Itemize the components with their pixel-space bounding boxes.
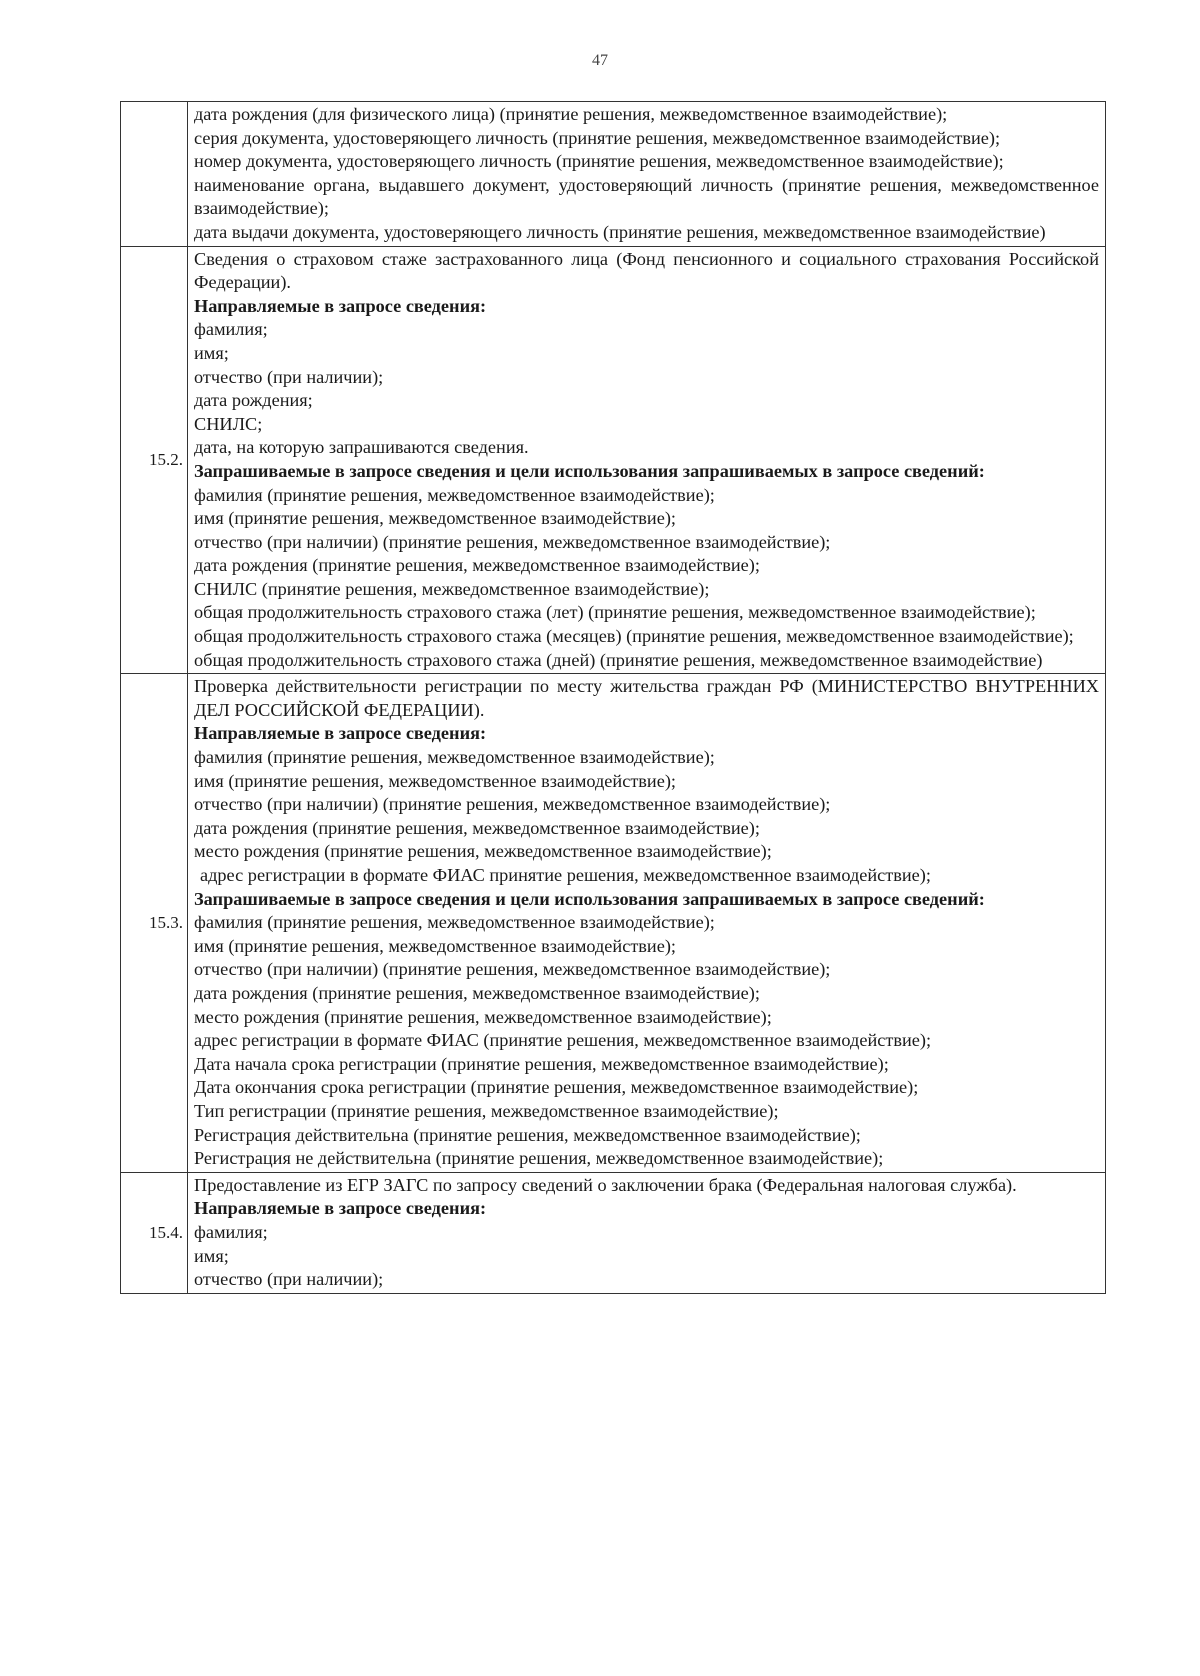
content-line: фамилия (принятие решения, межведомственное взаимодействие); [194, 747, 715, 768]
row-content [188, 102, 1106, 247]
row-content [188, 674, 1106, 1172]
content-line: отчество (при наличии) (принятие решения, межведомственное взаимодействие); [194, 959, 831, 980]
content-line: Предоставление из ЕГР ЗАГС по запросу сведений о заключении брака (Федеральная налоговая служба). [194, 1174, 1017, 1195]
content-line: дата рождения; [194, 390, 313, 411]
content-line: отчество (при наличии); [194, 366, 384, 387]
table-row [121, 102, 1106, 247]
content-line: СНИЛС (принятие решения, межведомственное взаимодействие); [194, 578, 710, 599]
table-row [121, 246, 1106, 674]
table-row [121, 1172, 1106, 1293]
row-content [188, 1172, 1106, 1293]
row-number: 15.4. [121, 1172, 188, 1293]
content-line: имя (принятие решения, межведомственное взаимодействие); [194, 770, 676, 791]
row-number [121, 102, 188, 247]
section-heading: Запрашиваемые в запросе сведения и цели использования запрашиваемых в запросе сведений: [194, 888, 985, 909]
content-line: дата рождения (принятие решения, межведомственное взаимодействие); [194, 555, 760, 576]
content-line: отчество (при наличии) (принятие решения, межведомственное взаимодействие); [194, 531, 831, 552]
content-line: имя; [194, 342, 229, 363]
content-line: номер документа, удостоверяющего личность (принятие решения, межведомственное взаимодействие); [194, 151, 1004, 172]
content-line: имя (принятие решения, межведомственное взаимодействие); [194, 508, 676, 529]
section-heading: Запрашиваемые в запросе сведения и цели использования запрашиваемых в запросе сведений: [194, 460, 985, 481]
content-line: отчество (при наличии); [194, 1269, 384, 1290]
content-line: Регистрация не действительна (принятие решения, межведомственное взаимодействие); [194, 1148, 884, 1169]
content-line: Сведения о страховом стаже застрахованного лица (Фонд пенсионного и социального страхования Российской Федерации). [194, 248, 1099, 293]
content-line: Регистрация действительна (принятие решения, межведомственное взаимодействие); [194, 1124, 861, 1145]
content-line: дата, на которую запрашиваются сведения. [194, 437, 529, 458]
content-line: фамилия; [194, 319, 268, 340]
row-number: 15.3. [121, 674, 188, 1172]
content-line: дата рождения (принятие решения, межведомственное взаимодействие); [194, 982, 760, 1003]
content-line: наименование органа, выдавшего документ, удостоверяющий личность (принятие решения, межведомственное взаимодействие); [194, 174, 1099, 219]
content-line: дата рождения (для физического лица) (принятие решения, межведомственное взаимодействие); [194, 104, 948, 124]
content-line: Дата начала срока регистрации (принятие решения, межведомственное взаимодействие); [194, 1053, 889, 1074]
content-line: имя; [194, 1245, 229, 1266]
content-line: Дата окончания срока регистрации (принятие решения, межведомственное взаимодействие); [194, 1077, 919, 1098]
content-line: серия документа, удостоверяющего личность (принятие решения, межведомственное взаимодействие); [194, 127, 1001, 148]
content-line: дата рождения (принятие решения, межведомственное взаимодействие); [194, 817, 760, 838]
content-line: фамилия; [194, 1221, 268, 1242]
content-line: общая продолжительность страхового стажа (месяцев) (принятие решения, межведомственное взаимодействие); [194, 626, 1074, 647]
content-line: общая продолжительность страхового стажа (дней) (принятие решения, межведомственное взаимодействие) [194, 649, 1043, 670]
content-line: Проверка действительности регистрации по месту жительства граждан РФ (МИНИСТЕРСТВО ВНУТРЕННИХ ДЕЛ РОССИЙСКОЙ ФЕДЕРАЦИИ). [194, 676, 1099, 720]
table-row [121, 674, 1106, 1172]
content-line: адрес регистрации в формате ФИАС принятие решения, межведомственное взаимодействие); [200, 865, 931, 885]
row-content [188, 246, 1106, 674]
page-number: 47 [592, 52, 608, 69]
document-table [120, 101, 1106, 1294]
content-line: дата выдачи документа, удостоверяющего личность (принятие решения, межведомственное взаимодействие) [194, 221, 1046, 242]
content-line: СНИЛС; [194, 413, 263, 434]
section-heading: Направляемые в запросе сведения: [194, 295, 487, 316]
section-heading: Направляемые в запросе сведения: [194, 1198, 487, 1219]
content-line: Тип регистрации (принятие решения, межведомственное взаимодействие); [194, 1100, 779, 1121]
content-line: адрес регистрации в формате ФИАС (принятие решения, межведомственное взаимодействие); [194, 1030, 932, 1051]
content-line: место рождения (принятие решения, межведомственное взаимодействие); [194, 1006, 772, 1027]
section-heading: Направляемые в запросе сведения: [194, 723, 487, 744]
content-line: отчество (при наличии) (принятие решения, межведомственное взаимодействие); [194, 794, 831, 815]
content-line: место рождения (принятие решения, межведомственное взаимодействие); [194, 841, 772, 862]
content-line: имя (принятие решения, межведомственное взаимодействие); [194, 935, 676, 956]
content-line: фамилия (принятие решения, межведомственное взаимодействие); [194, 484, 715, 505]
content-line: фамилия (принятие решения, межведомственное взаимодействие); [194, 912, 715, 933]
content-line: общая продолжительность страхового стажа (лет) (принятие решения, межведомственное взаимодействие); [194, 602, 1036, 623]
row-number: 15.2. [121, 246, 188, 674]
